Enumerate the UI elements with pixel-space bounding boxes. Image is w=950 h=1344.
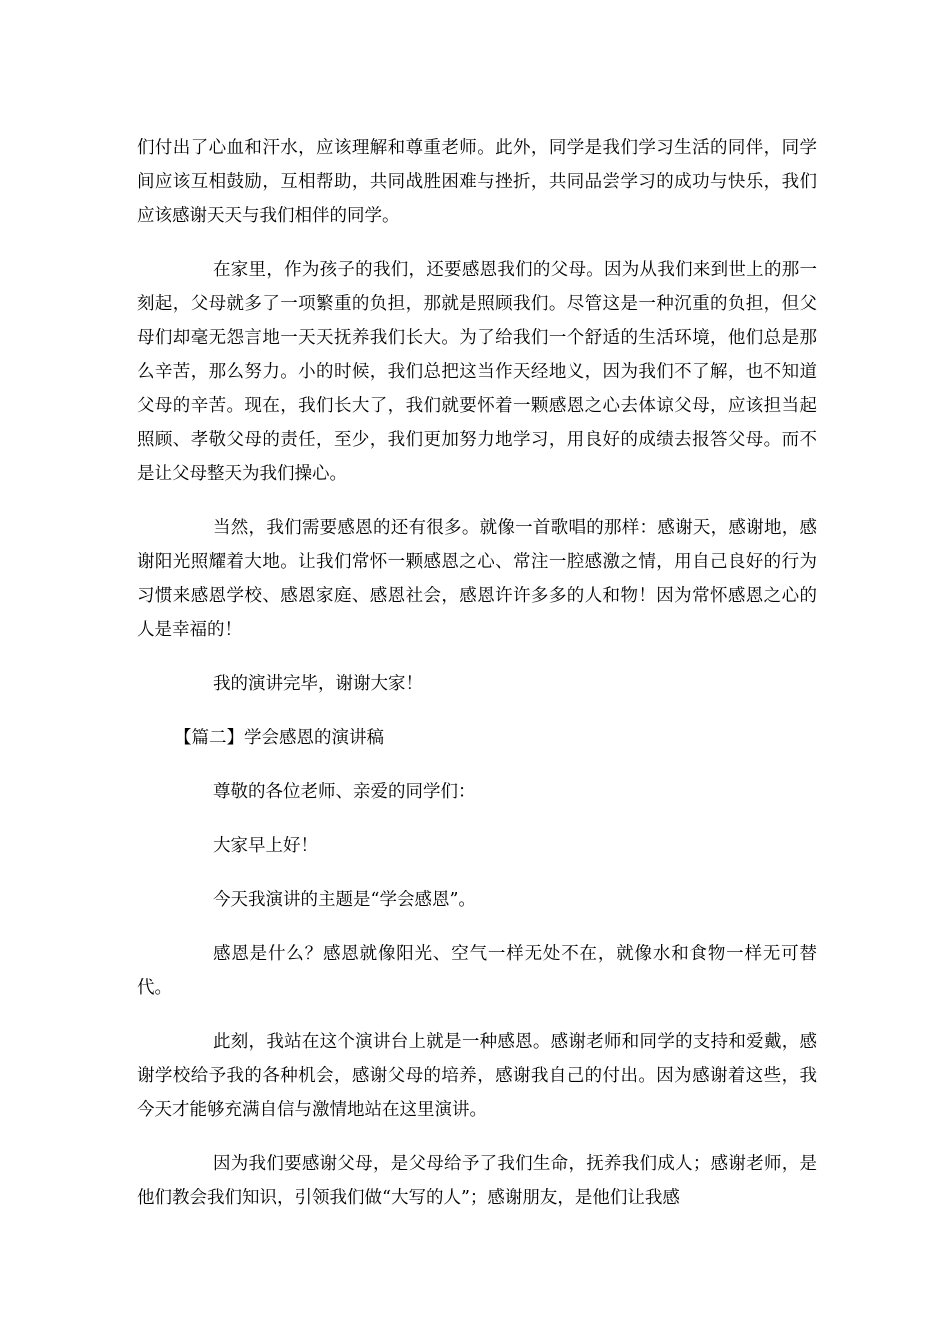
paragraph-parents: 在家里，作为孩子的我们，还要感恩我们的父母。因为从我们来到世上的那一刻起，父母就多了一项繁重的负担，那就是照顾我们。尽管这是一种沉重的负担，但父母们却毫无怨言地一天天抚养我们长大。为了给我们一个舒适的生活环境，他们总是那么辛苦，那么努力。小的时候，我们总把这当作天经地义，因为我们不了解，也不知道父母的辛苦。现在，我们长大了，我们就要怀着一颗感恩之心去体谅父母，应该担当起照顾、孝敬父母的责任，至少，我们更加努力地学习，用良好的成绩去报答父母。而不是让父母整天为我们操心。: [137, 260, 817, 484]
paragraph-greeting: 大家早上好！: [213, 836, 318, 856]
section-heading: 【篇二】学会感恩的演讲稿: [174, 728, 384, 748]
paragraph-closing: 我的演讲完毕，谢谢大家！: [213, 674, 423, 694]
paragraph-theme: 今天我演讲的主题是“学会感恩”。: [213, 890, 476, 910]
paragraph-more-gratitude: 当然，我们需要感恩的还有很多。就像一首歌唱的那样：感谢天，感谢地，感谢阳光照耀着大地。让我们常怀一颗感恩之心、常注一腔感激之情，用自己良好的行为习惯来感恩学校、感恩家庭、感恩社会，感恩许许多多的人和物！因为常怀感恩之心的人是幸福的！: [137, 518, 817, 640]
paragraph-what-is-gratitude: 感恩是什么？感恩就像阳光、空气一样无处不在，就像水和食物一样无可替代。: [137, 944, 817, 998]
paragraph-salutation: 尊敬的各位老师、亲爱的同学们：: [213, 782, 476, 802]
paragraph-on-stage: 此刻，我站在这个演讲台上就是一种感恩。感谢老师和同学的支持和爱戴，感谢学校给予我的各种机会，感谢父母的培养，感谢我自己的付出。因为感谢着这些，我今天才能够充满自信与激情地站在这里演讲。: [137, 1032, 817, 1120]
paragraph-teachers-classmates: 们付出了心血和汗水，应该理解和尊重老师。此外，同学是我们学习生活的同伴，同学间应该互相鼓励，互相帮助，共同战胜困难与挫折，共同品尝学习的成功与快乐，我们应该感谢天天与我们相伴的同学。: [137, 138, 817, 226]
paragraph-thank-parents-teachers: 因为我们要感谢父母，是父母给予了我们生命，抚养我们成人；感谢老师，是他们教会我们知识，引领我们做“大写的人”；感谢朋友，是他们让我感: [137, 1154, 817, 1208]
document-body: [137, 131, 817, 1235]
